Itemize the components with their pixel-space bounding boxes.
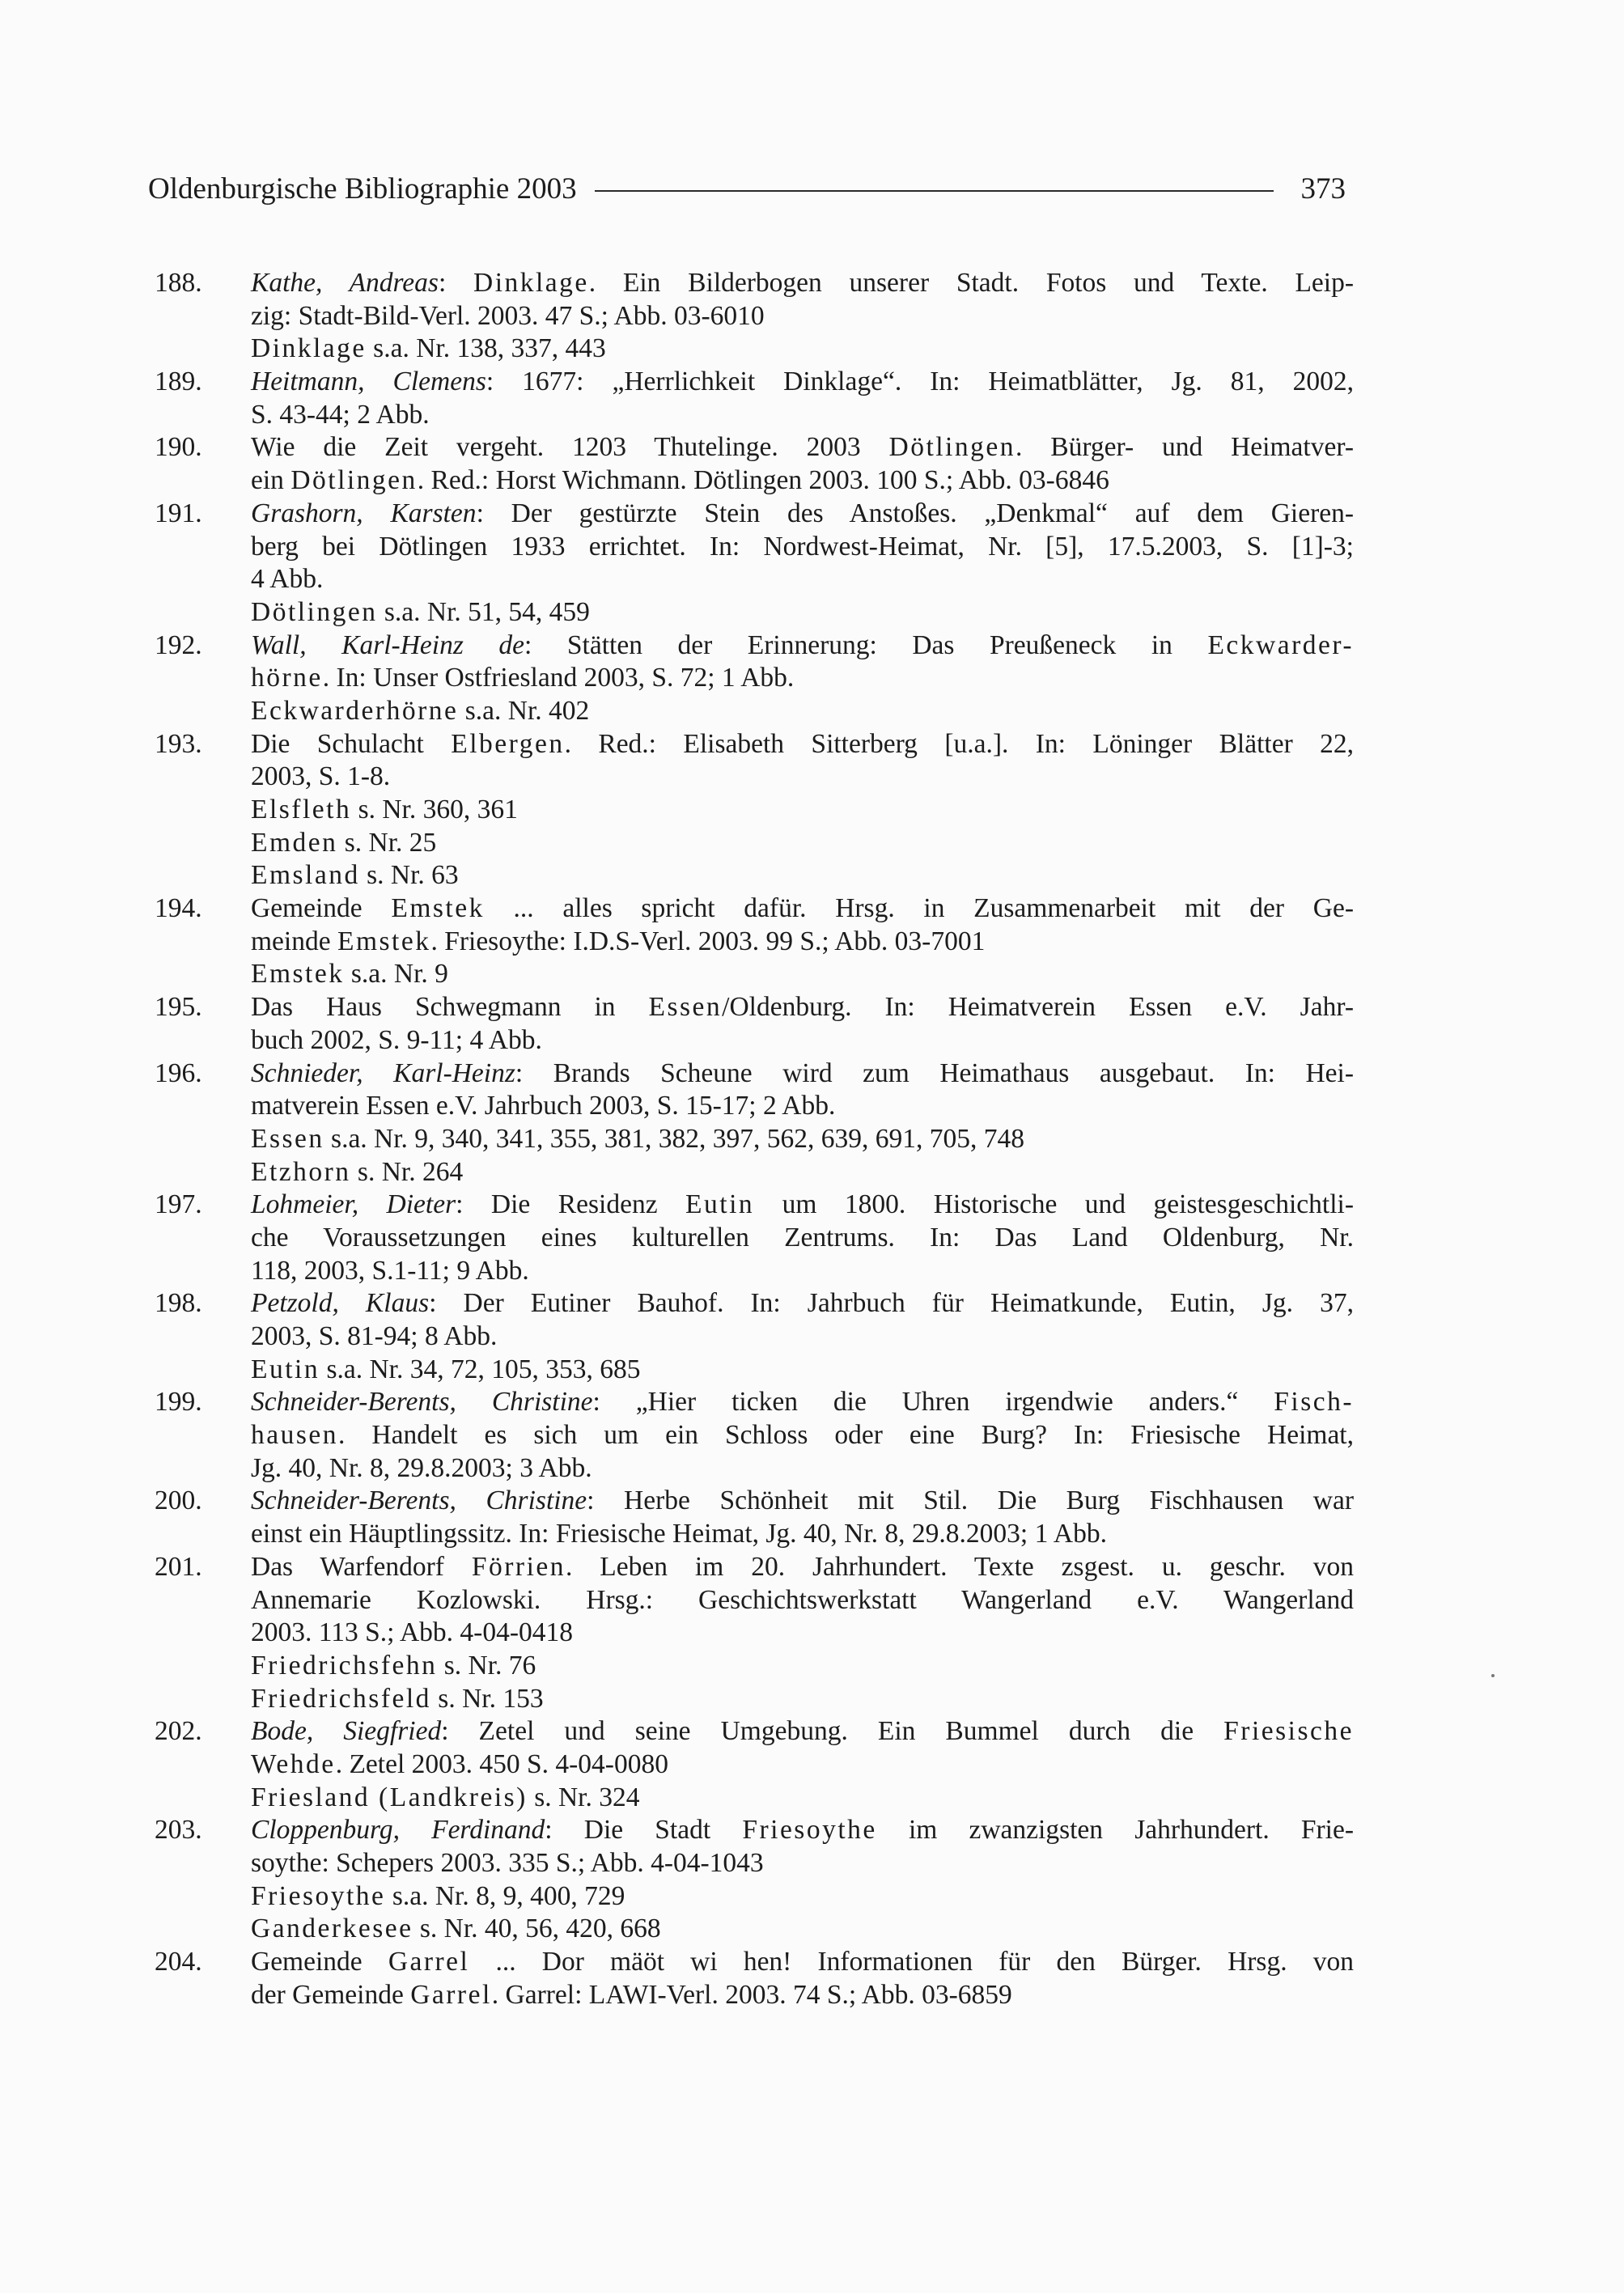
cross-reference [148,1683,1354,1716]
entry-text: Ganderkesee s. Nr. 40, 56, 420, 668 [251,1914,661,1944]
entry-text: Emden s. Nr. 25 [251,827,437,858]
cross-reference [148,958,1354,991]
entry-text: ein Dötlingen. Red.: Horst Wichmann. Dötlingen 2003. 100 S.; Abb. 03-6846 [251,465,1109,496]
bibliography-entry [148,1189,1354,1287]
entry-number: 202. [155,1716,202,1747]
entry-number: 204. [155,1947,202,1977]
bibliography-entry [148,1715,1354,1781]
entry-line [148,1715,1354,1748]
entry-text: Essen s.a. Nr. 9, 340, 341, 355, 381, 382, 397, 562, 639, 691, 705, 748 [251,1123,1025,1154]
entry-line [148,1255,1354,1288]
entry-line [148,1320,1354,1354]
entry-line [148,926,1354,959]
entry-text: der Gemeinde Garrel. Garrel: LAWI-Verl. 2003. 74 S.; Abb. 03-6859 [251,1979,1012,2010]
cross-reference [148,1913,1354,1946]
entry-text: einst ein Häuptlingssitz. In: Friesische Heimat, Jg. 40, Nr. 8, 29.8.2003; 1 Abb. [251,1519,1107,1549]
entry-line [148,1123,1354,1156]
header-rule [595,190,1274,192]
entry-text: 2003, S. 81-94; 8 Abb. [251,1321,498,1351]
entry-number: 194. [155,893,202,924]
entry-line [148,1551,1354,1584]
entry-text: Grashorn, Karsten: Der gestürzte Stein des Anstoßes. „Denkmal“ auf dem Gieren- [251,498,1354,528]
entry-text: Heitmann, Clemens: 1677: „Herrlichkeit Dinklage“. In: Heimatblätter, Jg. 81, 2002, [251,367,1354,397]
entry-number: 191. [155,498,202,528]
entry-line [148,1979,1354,2012]
entry-text: Emstek s.a. Nr. 9 [251,959,448,990]
entry-line [148,1386,1354,1419]
entry-text: berg bei Dötlingen 1933 errichtet. In: Nordwest-Heimat, Nr. [5], 17.5.2003, S. [1]-3; [251,531,1354,562]
entry-text: Schneider-Berents, Christine: „Hier ticken die Uhren irgendwie anders.“ Fisch- [251,1387,1355,1418]
entry-number: 193. [155,728,202,759]
entry-number: 203. [155,1815,202,1846]
bibliography-entry [148,1057,1354,1123]
entry-line [148,1156,1354,1189]
cross-reference [148,827,1354,860]
entry-text: zig: Stadt-Bild-Verl. 2003. 47 S.; Abb. 03-6010 [251,300,765,331]
entry-line [148,1024,1354,1057]
entry-text: Cloppenburg, Ferdinand: Die Stadt Friesoythe im zwanzigsten Jahrhundert. Frie- [251,1815,1355,1846]
entry-line [148,1057,1354,1091]
entry-number: 196. [155,1057,202,1088]
entry-line [148,662,1354,695]
bibliography-entry [148,366,1354,431]
entry-line [148,1584,1354,1617]
entry-text: matverein Essen e.V. Jahrbuch 2003, S. 15-17; 2 Abb. [251,1091,836,1121]
entry-number: 188. [155,268,202,298]
entry-text: Wehde. Zetel 2003. 450 S. 4-04-0080 [251,1748,668,1779]
cross-reference [148,1354,1354,1387]
running-header [148,168,1346,209]
cross-reference [148,1880,1354,1914]
entry-line [148,498,1354,531]
entry-line [148,629,1354,663]
entry-text: soythe: Schepers 2003. 335 S.; Abb. 4-04-1043 [251,1848,764,1878]
entry-text: Friedrichsfeld s. Nr. 153 [251,1683,544,1714]
entry-text: Eckwarderhörne s.a. Nr. 402 [251,695,590,726]
entry-text: Petzold, Klaus: Der Eutiner Bauhof. In: Jahrbuch für Heimatkunde, Eutin, Jg. 37, [251,1288,1354,1319]
cross-reference [148,1650,1354,1683]
entry-text: Dötlingen s.a. Nr. 51, 54, 459 [251,596,590,627]
cross-reference [148,596,1354,629]
entry-text: Die Schulacht Elbergen. Red.: Elisabeth Sitterberg [u.a.]. In: Löninger Blätter 22, [251,728,1354,759]
entry-text: Etzhorn s. Nr. 264 [251,1156,464,1187]
entry-text: 118, 2003, S.1-11; 9 Abb. [251,1255,529,1286]
cross-reference [148,794,1354,827]
entry-line [148,1946,1354,1979]
cross-reference [148,1156,1354,1189]
entry-line [148,1617,1354,1650]
bibliography-entry [148,629,1354,695]
entry-text: Wall, Karl-Heinz de: Stätten der Erinnerung: Das Preußeneck in Eckwarder- [251,629,1354,660]
bibliography-entry [148,991,1354,1057]
cross-reference [148,1782,1354,1815]
entry-line [148,431,1354,464]
entry-number: 195. [155,992,202,1023]
entry-line [148,596,1354,629]
entry-line [148,958,1354,991]
entry-number: 192. [155,629,202,660]
bibliography-entry [148,1551,1354,1650]
entry-text: Elsfleth s. Nr. 360, 361 [251,795,518,824]
entry-text: Das Haus Schwegmann in Essen/Oldenburg. In: Heimatverein Essen e.V. Jahr- [251,992,1354,1023]
cross-reference [148,695,1354,728]
header-title: Oldenburgische Bibliographie 2003 [148,172,577,206]
entry-line [148,695,1354,728]
entry-line [148,991,1354,1024]
entry-line [148,464,1354,498]
entry-line [148,1189,1354,1222]
entry-text: Emsland s. Nr. 63 [251,860,459,891]
entry-text: 4 Abb. [251,564,324,595]
bibliography-entry [148,728,1354,794]
entry-text: 2003. 113 S.; Abb. 4-04-0418 [251,1617,573,1648]
entry-line [148,1814,1354,1847]
entry-number: 197. [155,1189,202,1220]
bibliography-entry [148,1485,1354,1550]
entry-line [148,892,1354,926]
bibliography-entry [148,892,1354,958]
entry-line [148,1090,1354,1123]
entry-number: 200. [155,1486,202,1516]
entry-text: Schneider-Berents, Christine: Herbe Schönheit mit Stil. Die Burg Fischhausen war [251,1486,1354,1516]
bibliography-entries [148,267,1354,2011]
bibliography-entry [148,498,1354,596]
entry-text: Das Warfendorf Förrien. Leben im 20. Jahrhundert. Texte zsgest. u. geschr. von [251,1551,1354,1582]
entry-line [148,794,1354,827]
entry-text: Friesland (Landkreis) s. Nr. 324 [251,1782,640,1812]
bibliography-entry [148,431,1354,497]
entry-line [148,827,1354,860]
entry-line [148,1782,1354,1815]
entry-line [148,761,1354,794]
entry-line [148,399,1354,432]
entry-line [148,1913,1354,1946]
entry-line [148,300,1354,333]
entry-text: che Voraussetzungen eines kulturellen Zentrums. In: Das Land Oldenburg, Nr. [251,1222,1354,1252]
entry-line [148,1452,1354,1486]
entry-number: 198. [155,1288,202,1319]
page-number: 373 [1300,172,1346,206]
bibliography-entry [148,1946,1354,2011]
entry-line [148,1518,1354,1551]
scan-speck [1491,1674,1495,1677]
entry-line [148,1354,1354,1387]
bibliography-entry [148,267,1354,333]
entry-text: Lohmeier, Dieter: Die Residenz Eutin um 1800. Historische und geistesgeschichtli- [251,1189,1354,1220]
cross-reference [148,859,1354,892]
entry-line [148,1880,1354,1914]
entry-line [148,1748,1354,1782]
entry-text: Friesoythe s.a. Nr. 8, 9, 400, 729 [251,1880,625,1911]
entry-text: Gemeinde Garrel ... Dor mäöt wi hen! Informationen für den Bürger. Hrsg. von [251,1947,1354,1977]
cross-reference [148,333,1354,366]
entry-number: 199. [155,1387,202,1418]
entry-line [148,531,1354,564]
entry-line [148,366,1354,399]
entry-text: Bode, Siegfried: Zetel und seine Umgebung. Ein Bummel durch die Friesische [251,1716,1354,1747]
entry-line [148,728,1354,761]
entry-line [148,859,1354,892]
bibliography-entry [148,1386,1354,1485]
entry-text: Kathe, Andreas: Dinklage. Ein Bilderbogen unserer Stadt. Fotos und Texte. Leip- [251,268,1354,298]
entry-line [148,1419,1354,1452]
cross-reference [148,1123,1354,1156]
entry-line [148,267,1354,300]
bibliography-entry [148,1287,1354,1353]
entry-line [148,1683,1354,1716]
entry-text: Dinklage s.a. Nr. 138, 337, 443 [251,333,606,364]
entry-text: Jg. 40, Nr. 8, 29.8.2003; 3 Abb. [251,1452,592,1483]
entry-text: 2003, S. 1-8. [251,761,391,792]
entry-line [148,1650,1354,1683]
entry-text: Wie die Zeit vergeht. 1203 Thutelinge. 2003 Dötlingen. Bürger- und Heimatver- [251,432,1354,463]
entry-number: 201. [155,1551,202,1582]
entry-number: 190. [155,432,202,463]
entry-text: Schnieder, Karl-Heinz: Brands Scheune wird zum Heimathaus ausgebaut. In: Hei- [251,1057,1354,1088]
entry-text: S. 43-44; 2 Abb. [251,399,430,430]
bibliography-entry [148,1814,1354,1880]
entry-text: buch 2002, S. 9-11; 4 Abb. [251,1024,542,1055]
entry-text: Eutin s.a. Nr. 34, 72, 105, 353, 685 [251,1354,641,1384]
entry-text: Friedrichsfehn s. Nr. 76 [251,1650,536,1681]
entry-text: hausen. Handelt es sich um ein Schloss oder eine Burg? In: Friesische Heimat, [251,1420,1354,1451]
entry-line [148,1485,1354,1518]
entry-line [148,563,1354,596]
entry-text: Annemarie Kozlowski. Hrsg.: Geschichtswerkstatt Wangerland e.V. Wangerland [251,1584,1354,1615]
entry-line [148,1847,1354,1880]
entry-line [148,1287,1354,1320]
entry-text: Gemeinde Emstek ... alles spricht dafür. Hrsg. in Zusammenarbeit mit der Ge- [251,893,1354,924]
entry-number: 189. [155,367,202,397]
entry-line [148,333,1354,366]
entry-text: meinde Emstek. Friesoythe: I.D.S-Verl. 2003. 99 S.; Abb. 03-7001 [251,926,986,956]
entry-line [148,1222,1354,1255]
entry-text: hörne. In: Unser Ostfriesland 2003, S. 72; 1 Abb. [251,663,795,693]
